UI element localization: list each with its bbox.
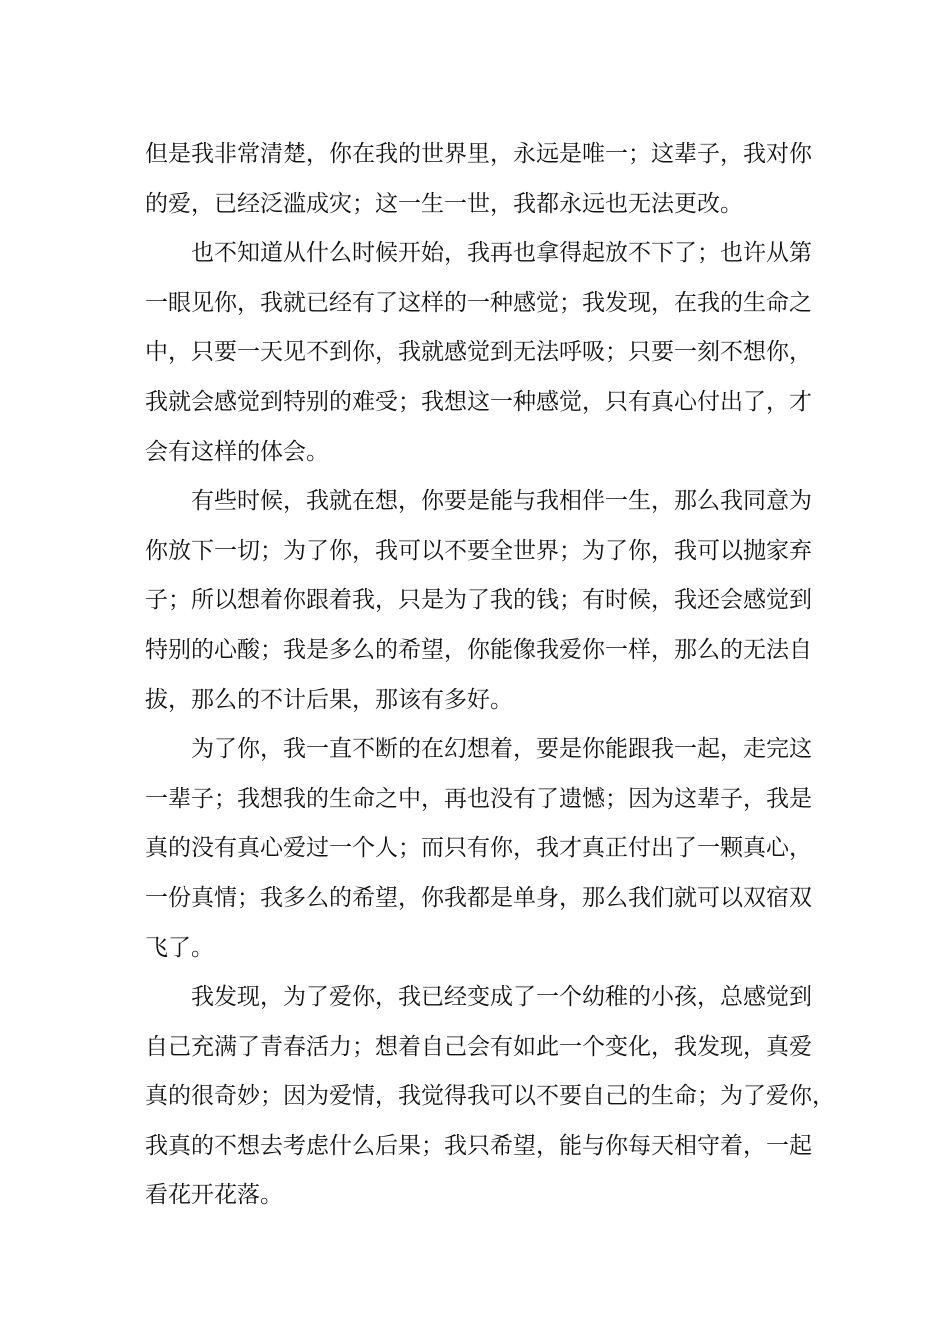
text-line: 飞了。 xyxy=(145,934,214,961)
text-line: 也不知道从什么时候开始，我再也拿得起放不下了；也许从第 xyxy=(191,240,812,267)
text-line: 但是我非常清楚，你在我的世界里，永远是唯一；这辈子，我对你 xyxy=(145,141,812,167)
text-line: 有些时候，我就在想，你要是能与我相伴一生，那么我同意为 xyxy=(191,488,812,515)
text-line: 我真的不想去考虑什么后果；我只希望，能与你每天相守着，一起 xyxy=(145,1132,812,1159)
text-line: 一辈子；我想我的生命之中，再也没有了遗憾；因为这辈子，我是 xyxy=(145,785,812,812)
text-line: 我发现，为了爱你，我已经变成了一个幼稚的小孩，总感觉到 xyxy=(191,984,812,1011)
paragraph xyxy=(145,477,815,725)
paragraph xyxy=(145,973,835,1221)
text-line: 你放下一切；为了你，我可以不要全世界；为了你，我可以抛家弃 xyxy=(145,537,812,564)
text-line: 的爱，已经泛滥成灾；这一生一世，我都永远也无法更改。 xyxy=(145,190,743,217)
paragraph xyxy=(145,130,815,229)
text-line: 中，只要一天见不到你，我就感觉到无法呼吸；只要一刻不想你， xyxy=(145,339,812,366)
text-line: 看花开花落。 xyxy=(145,1182,283,1209)
text-line: 真的没有真心爱过一个人；而只有你，我才真正付出了一颗真心， xyxy=(145,835,812,862)
document-body xyxy=(145,130,835,1221)
text-line: 我就会感觉到特别的难受；我想这一种感觉，只有真心付出了，才 xyxy=(145,388,812,415)
text-line: 为了你，我一直不断的在幻想着，要是你能跟我一起，走完这 xyxy=(191,736,812,763)
text-line: 子；所以想着你跟着我，只是为了我的钱；有时候，我还会感觉到 xyxy=(145,587,812,614)
text-line: 一份真情；我多么的希望，你我都是单身，那么我们就可以双宿双 xyxy=(145,884,812,911)
text-line: 一眼见你，我就已经有了这样的一种感觉；我发现，在我的生命之 xyxy=(145,289,812,316)
text-line: 会有这样的体会。 xyxy=(145,438,329,465)
text-line: 真的很奇妙；因为爱情，我觉得我可以不要自己的生命；为了爱你， xyxy=(145,1083,835,1110)
paragraph xyxy=(145,725,815,973)
text-line: 自己充满了青春活力；想着自己会有如此一个变化，我发现，真爱 xyxy=(145,1033,812,1060)
paragraph xyxy=(145,229,815,477)
text-line: 拔，那么的不计后果，那该有多好。 xyxy=(145,686,513,713)
text-line: 特别的心酸；我是多么的希望，你能像我爱你一样，那么的无法自 xyxy=(145,636,812,663)
